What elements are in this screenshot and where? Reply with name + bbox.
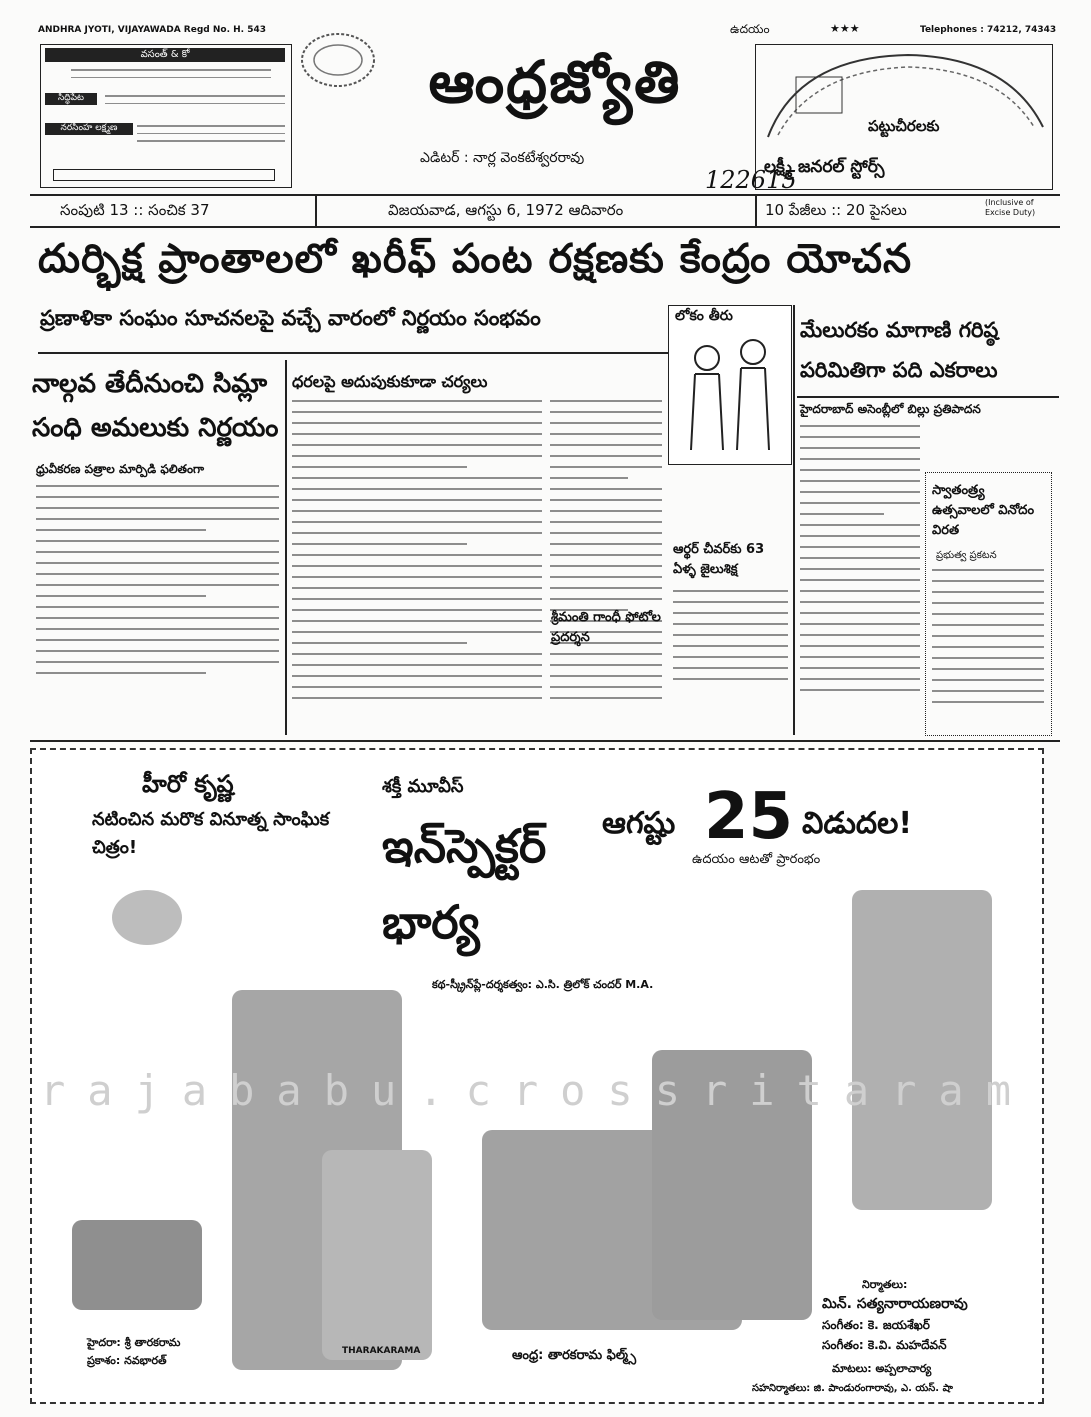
telephones: Telephones : 74212, 74343 bbox=[920, 25, 1057, 35]
ad-producer3: సంగీతం: కె.వి. మహదేవన్ bbox=[822, 1338, 947, 1352]
cartoon-box bbox=[668, 305, 792, 465]
price: 10 పేజీలు :: 20 పైసలు bbox=[765, 201, 907, 219]
ad-film-title: ఇన్‌స్పెక్టర్ భార్య bbox=[382, 819, 547, 949]
ad-andhra: ఆంధ్ర: తారకరామ ఫిల్మ్స్ bbox=[512, 1348, 637, 1363]
ad-release-prefix: ఆగష్టు bbox=[602, 806, 676, 841]
actress-photo-lamp bbox=[852, 890, 992, 1210]
gandhi-headline: శ్రీమంతి గాంధీ ఫోటోల ప్రదర్శన bbox=[551, 610, 661, 645]
main-headline: దుర్భిక్ష ప్రాంతాలలో ఖరీఫ్ పంట రక్షణకు కేంద్రం యోచన bbox=[38, 236, 913, 282]
sub-headline: ప్రణాళికా సంఘం సూచనలపై వచ్చే వారంలో నిర్ణయం సంభవం bbox=[40, 306, 541, 330]
publisher-line: ANDHRA JYOTI, VIJAYAWADA Regd No. H. 543 bbox=[38, 25, 266, 35]
ad-producer1: మిన్. సత్యనారాయణరావు bbox=[822, 1296, 968, 1312]
newspaper-title: ఆంధ్రజ్యోతి bbox=[428, 48, 682, 116]
right-ad-name: లక్ష్మీ జనరల్ స్టోర్స్ bbox=[764, 157, 885, 177]
right-ad-box bbox=[755, 44, 1053, 190]
volume-issue: సంపుటి 13 :: సంచిక 37 bbox=[60, 201, 210, 219]
left-story-headline: నాల్గవ తేదీనుంచి సిమ్లా సంధి అమలుకు నిర్ణయం bbox=[32, 369, 279, 443]
actor-photo-hat bbox=[112, 890, 182, 945]
col3-body bbox=[550, 400, 662, 730]
ad-producer2: సంగీతం: కె. జయశేఖర్ bbox=[822, 1318, 930, 1332]
ad-release-note: ఉదయం ఆటతో ప్రారంభం bbox=[692, 852, 821, 867]
right-story-body bbox=[800, 425, 920, 730]
right-ad-tag: పట్టుచీరలకు bbox=[868, 117, 940, 135]
actor-photo-left-faces bbox=[72, 1220, 202, 1310]
mid-story-headline: ధరలపై అదుపుకుకూడా చర్యలు bbox=[292, 372, 488, 391]
handwritten-number: 122615 bbox=[705, 166, 797, 194]
col4-body bbox=[673, 590, 788, 730]
mid-story-body bbox=[292, 400, 542, 730]
right-story-sub: హైదరాబాద్ అసెంబ్లీలో బిల్లు ప్రతిపాదన bbox=[800, 402, 981, 416]
left-ad-label1: సిద్ధిపేట bbox=[45, 93, 97, 105]
obit-headline: ఆర్థర్ చీవర్‌కు 63 ఏళ్ళ జైలుశిక్ష bbox=[673, 542, 765, 577]
editor-line: ఎడిటర్ : నార్ల వెంకటేశ్వరరావు bbox=[420, 150, 585, 166]
left-story-body bbox=[36, 485, 279, 720]
left-ad-box bbox=[40, 44, 292, 188]
ad-director: కథ-స్క్రీన్‌ప్లే-దర్శకత్వం: ఎ.సి. త్రిలోక్ చందర్ M.A. bbox=[432, 978, 654, 991]
price-note: (Inclusive of Excise Duty) bbox=[985, 198, 1036, 217]
box-title: స్వాతంత్ర్య ఉత్సవాలలో వినోదం విరత bbox=[932, 483, 1035, 538]
cartoon-title: లోకం తీరు bbox=[675, 308, 733, 324]
actress-photo-bicycle bbox=[322, 1150, 432, 1360]
ad-credit-left1: హైదరా: శ్రీ తారకరామ bbox=[87, 1336, 181, 1349]
ad-theatre: THARAKARAMA bbox=[342, 1346, 421, 1356]
brand-tag: ఉదయం bbox=[730, 22, 770, 36]
ad-release-suffix: విడుదల! bbox=[802, 806, 913, 841]
ad-producers-label: నిర్మాతలు: bbox=[862, 1278, 908, 1291]
dateline-date: విజయవాడ, ఆగస్టు 6, 1972 ఆదివారం bbox=[388, 201, 624, 219]
ad-tagline: నటించిన మరొక వినూత్న సాంఘిక చిత్రం! bbox=[92, 809, 330, 858]
ad-release-day: 25 bbox=[704, 780, 794, 854]
independence-box bbox=[925, 472, 1052, 736]
cartoon-illustration-icon bbox=[675, 330, 785, 458]
watermark: rajababu.crossritaram bbox=[40, 1066, 1034, 1115]
left-story-sub: ధ్రువీకరణ పత్రాల మార్పిడి ఫలితంగా bbox=[36, 462, 205, 476]
box-sub: ప్రభుత్వ ప్రకటన bbox=[936, 550, 997, 561]
seal-stamp bbox=[298, 30, 378, 90]
right-story-headline: మేలురకం మాగాణి గరిష్ఠ పరిమితిగా పది ఎకరాలు bbox=[800, 318, 999, 382]
ad-banner: శక్తీ మూవీస్ bbox=[382, 776, 464, 797]
ad-hero: హీరో కృష్ణ bbox=[142, 770, 234, 798]
left-ad-label2: నరసింహ లక్ష్మణ bbox=[45, 123, 133, 135]
stars: ★★★ bbox=[830, 22, 860, 35]
ad-footer: సహనిర్మాతలు: జి. పాండురంగారావు, ఎ. యస్. షా bbox=[752, 1383, 953, 1394]
left-ad-title: వసంత్ & కో bbox=[45, 48, 285, 62]
ad-credit-left2: ప్రకాశం: నవభారత్ bbox=[87, 1354, 167, 1367]
ad-photo-credit: మాటలు: అప్పలాచార్య bbox=[832, 1362, 932, 1375]
